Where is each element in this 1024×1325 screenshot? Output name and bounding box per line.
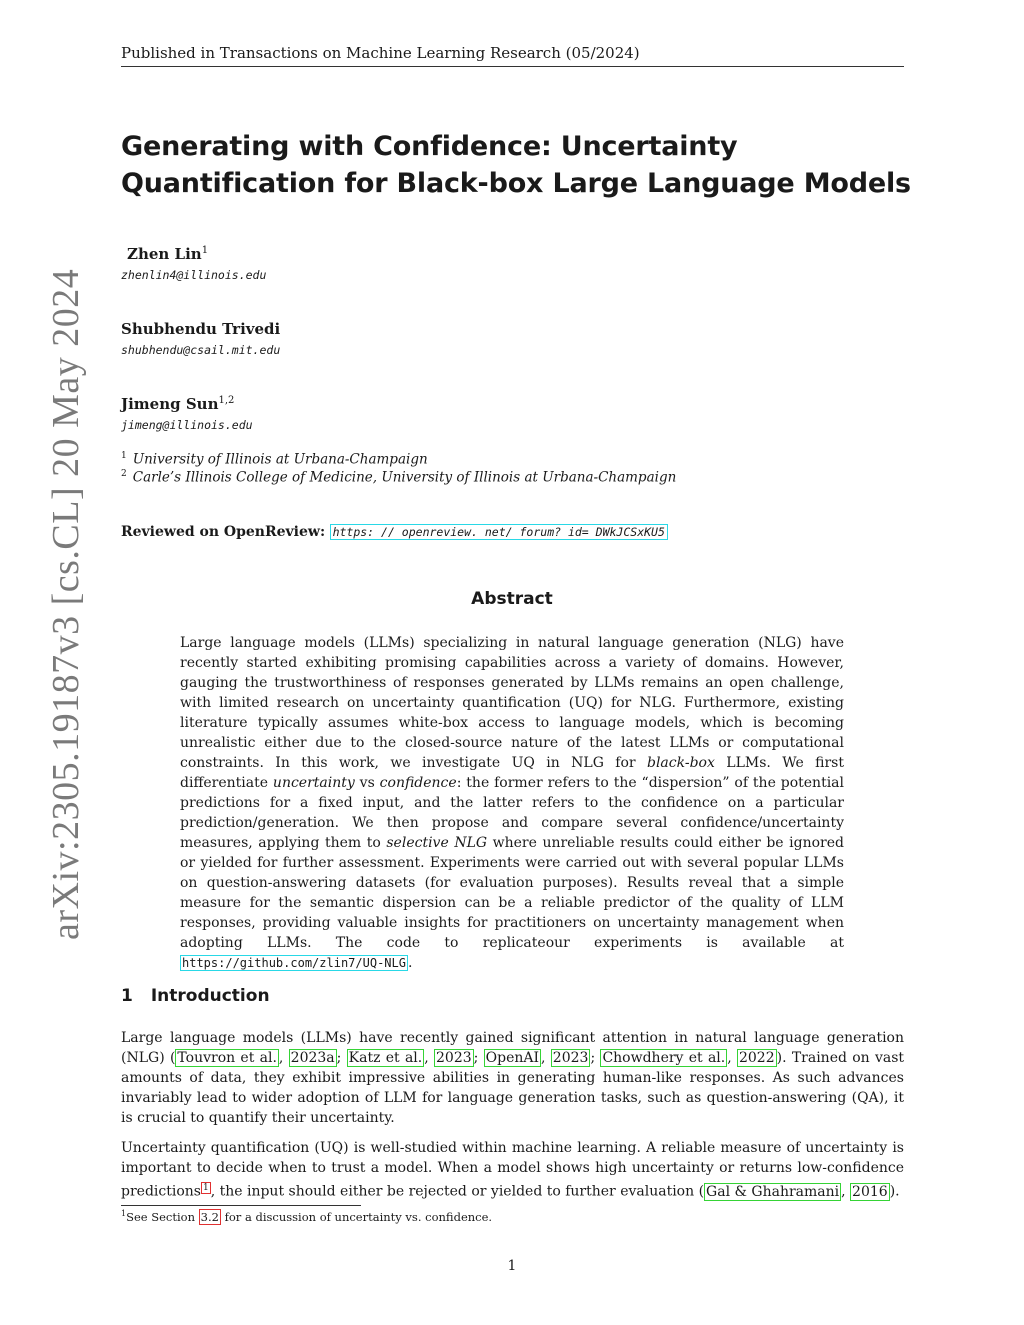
author-name: Zhen Lin$^1$ bbox=[127, 245, 209, 263]
author-email[interactable]: zhenlin4@illinois.edu bbox=[121, 268, 267, 282]
affiliation: $^1$ University of Illinois at Urbana-Champaign bbox=[121, 451, 428, 468]
citation-link[interactable]: Chowdhery et al. bbox=[602, 1050, 726, 1066]
author-email[interactable]: jimeng@illinois.edu bbox=[121, 418, 253, 432]
author-name: Shubhendu Trivedi bbox=[121, 320, 281, 338]
code-link[interactable]: https://github.com/zlin7/UQ-NLG bbox=[182, 956, 406, 970]
citation-link[interactable]: Gal & Ghahramani bbox=[706, 1183, 840, 1200]
author-name: Jimeng Sun$^{1,2}$ bbox=[121, 395, 235, 413]
citation-link[interactable]: OpenAI bbox=[485, 1050, 540, 1066]
citation-link[interactable]: 2016 bbox=[852, 1183, 888, 1200]
review-label: Reviewed on OpenReview: bbox=[121, 524, 326, 540]
section-heading: 1 Introduction bbox=[121, 986, 270, 1006]
footnote-divider bbox=[121, 1205, 361, 1206]
intro-paragraph: Large language models (LLMs) have recently gained significant attention in natural language generation (NLG) ( Touvron et al. , 2023a ; Katz et al. , 2023 ; OpenAI , 2023 ; Chowdhery et al. , 2022 ). Trained on vast amounts of data, they exhibit impressive abilities in generating human-like responses. As such advances invariably lead to wider adoption of LLM for language generation tasks, such as question-answering (QA), it is crucial to quantify their uncertainty. bbox=[121, 1030, 905, 1126]
citation-link[interactable]: 2023a bbox=[290, 1050, 335, 1066]
affiliation: $^2$ Carle’s Illinois College of Medicine, University of Illinois at Urbana-Champaign bbox=[121, 469, 677, 486]
journal-header: Published in Transactions on Machine Learning Research (05/2024) bbox=[121, 44, 904, 67]
citation-link[interactable]: 2023 bbox=[436, 1050, 472, 1066]
arxiv-stamp: arXiv:2305.19187v3 [cs.CL] 20 May 2024 bbox=[45, 268, 87, 940]
citation-link[interactable]: 2022 bbox=[738, 1050, 775, 1066]
author-email[interactable]: shubhendu@csail.mit.edu bbox=[121, 343, 281, 357]
intro-paragraph: Uncertainty quantification (UQ) is well-studied within machine learning. A reliable measure of uncertainty is important to decide when to trust a model. When a model shows high uncertainty or returns low-confidence predictions $^1$ , the input should either be rejected or yielded to further evaluation ( Gal & Ghahramani , 2016 ). bbox=[121, 1140, 904, 1200]
citation-link[interactable]: Katz et al. bbox=[348, 1050, 423, 1066]
section-ref-link[interactable]: 3.2 bbox=[200, 1209, 219, 1224]
footnote-ref[interactable]: 1 bbox=[202, 1183, 209, 1193]
citation-link[interactable]: Touvron et al. bbox=[177, 1050, 277, 1066]
abstract-heading: Abstract bbox=[471, 589, 553, 609]
citation-link[interactable]: 2023 bbox=[552, 1050, 589, 1066]
paper-title: Generating with Confidence: Uncertainty Quantification for Black-box Large Language Models bbox=[121, 131, 911, 199]
abstract-text: Large language models (LLMs) specializing in natural language generation (NLG) have recently started exhibiting promising capabilities across a variety of domains. However, gauging the trustworthiness of responses generated by LLMs remains an open challenge, with limited research on uncertainty quantification (UQ) for NLG. Furthermore, existing literature typically assumes white-box access to language models, which is becoming unrealistic either due to the closed-source nature of the latest LLMs or computational constraints. In this work, we investigate UQ in NLG for black-box LLMs. We first differentiate uncertainty vs confidence: the former refers to the “dispersion” of the potential predictions for a fixed input, and the latter refers to the confidence on a particular prediction/generation. We then propose and compare several confidence/uncertainty measures, applying them to selective NLG where unreliable results could either be ignored or yielded for further assessment. Experiments were carried out with several popular LLMs on question-answering datasets (for evaluation purposes). Results reveal that a simple measure for the semantic dispersion can be a reliable predictor of the quality of LLM responses, providing valuable insights for practitioners on uncertainty management when adopting LLMs. The code to replicateour experiments is available at https://github.com/zlin7/UQ-NLG . bbox=[180, 635, 844, 971]
footnote: $^1$See Section 3.2 for a discussion of uncertainty vs. confidence. bbox=[121, 1209, 493, 1224]
page-number: 1 bbox=[507, 1258, 517, 1274]
review-line bbox=[121, 524, 668, 540]
openreview-link[interactable]: https: // openreview. net/ forum? id= DWkJCSxKU5 bbox=[330, 524, 668, 540]
